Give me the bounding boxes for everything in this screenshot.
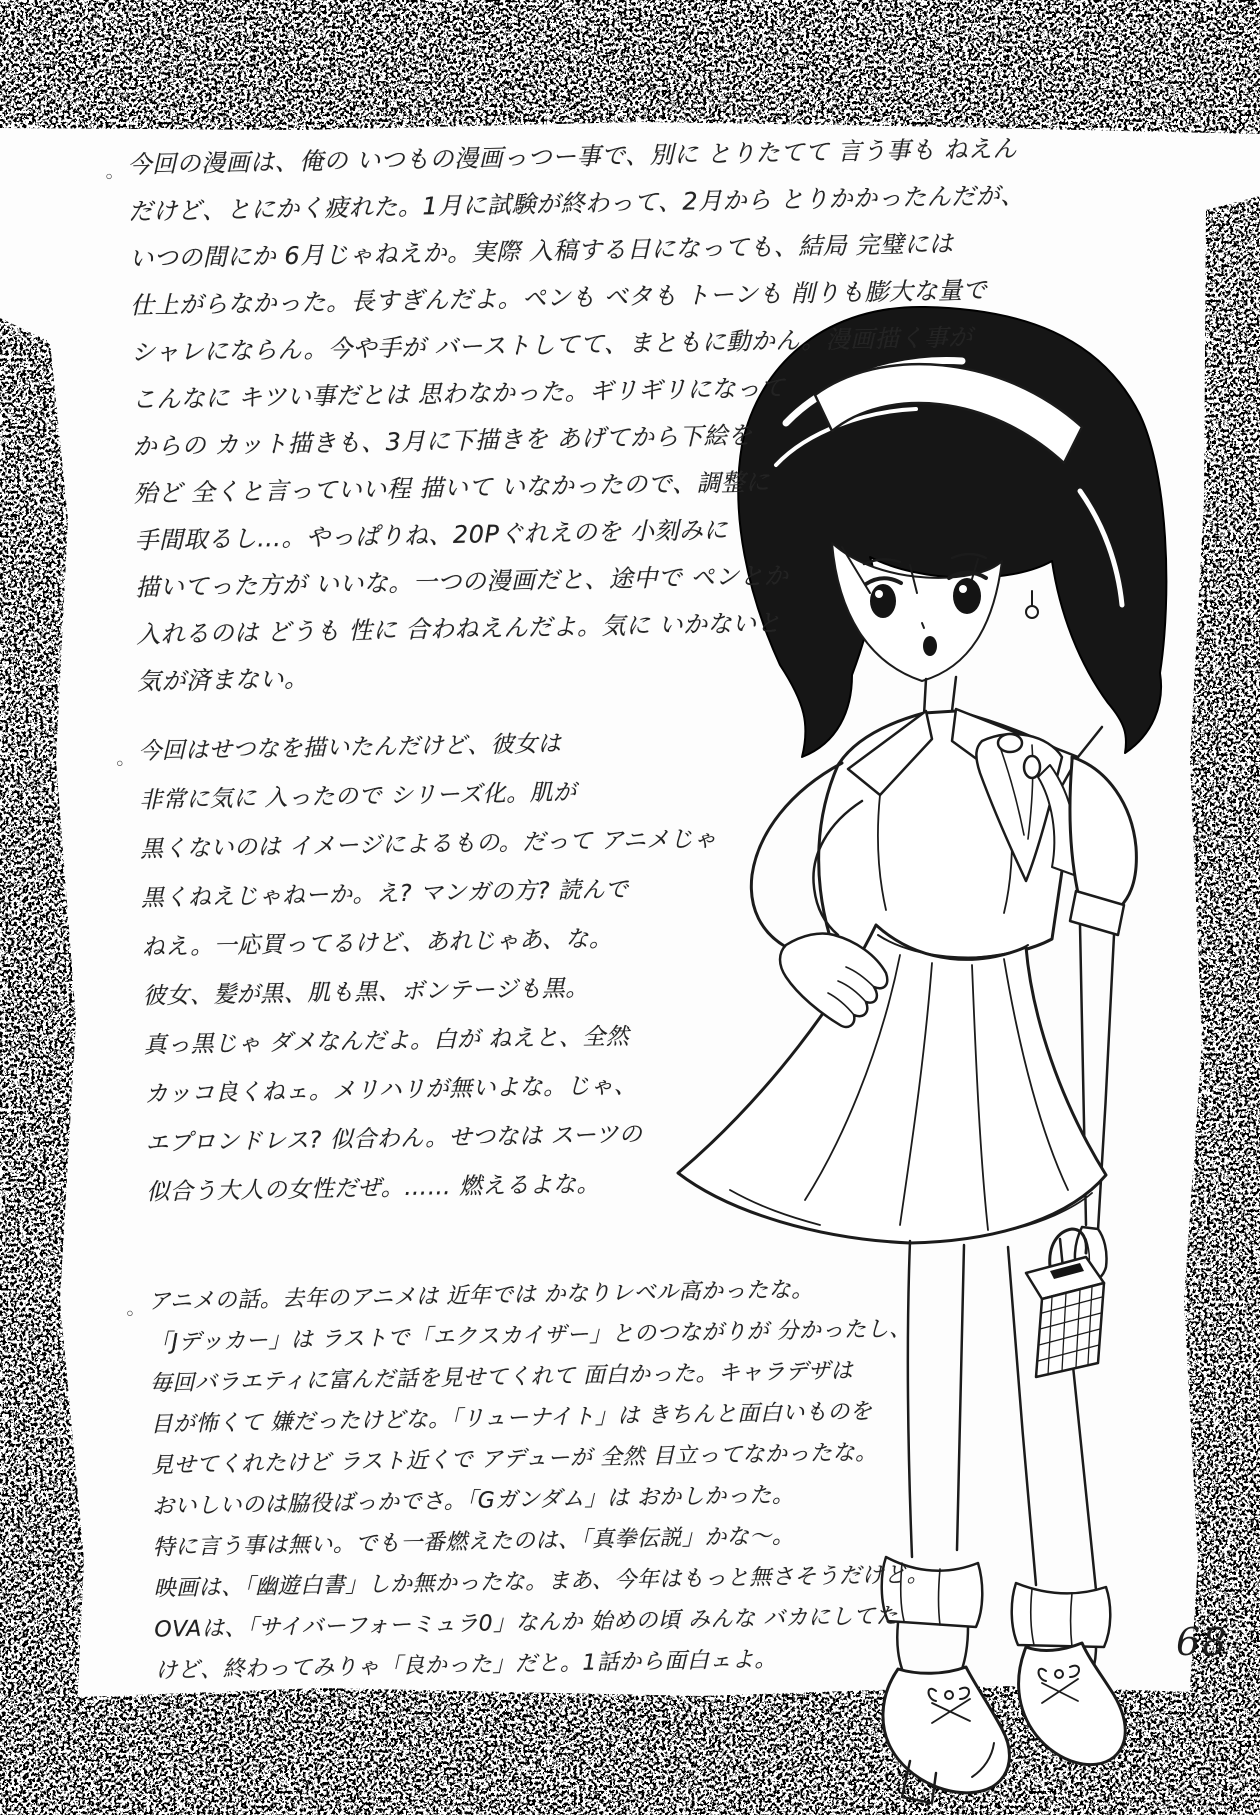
handwritten-line: けど、終わってみりゃ「良かった」だと。1話から面白ェよ。 <box>154 1647 778 1684</box>
handwritten-line: 特に言う事は無い。でも一番燃えたのは、「真拳伝説」かな～。 <box>152 1523 795 1561</box>
handwritten-line: シャレにならん。今や手が バーストしてて、まともに動かん。漫画描く事が <box>130 323 973 367</box>
handwritten-line: 殆ど 全くと言っていい程 描いて いなかったので、調整に <box>133 468 771 508</box>
handwritten-line: 入れるのは どうも 性に 合わねえんだよ。気に いかないと <box>135 608 782 649</box>
handwritten-line: 似合う大人の女性だぜ。…… 燃えるよな。 <box>146 1171 601 1206</box>
handwritten-line: 手間取るし…。やっぱりね、20Pぐれえのを 小刻みに <box>134 515 729 555</box>
paragraph-manga-progress <box>97 122 1197 706</box>
handwritten-line: 真っ黒じゃ ダメなんだよ。白が ねえと、全然 <box>143 1023 630 1059</box>
handwritten-line: 黒くないのは イメージによるもの。だって アニメじゃ <box>139 826 718 863</box>
handwritten-line: 目が怖くて 嫌だったけどな。「リューナイト」は きちんと面白いものを <box>150 1399 873 1438</box>
bullet-marker: ◦ <box>114 753 126 776</box>
handwritten-line: エプロンドレス? 似合わん。せつなは スーツの <box>145 1121 643 1157</box>
handwritten-line: カッコ良くねェ。メリハリが無いよな。じゃ、 <box>144 1072 638 1108</box>
left-shoe <box>883 1667 1009 1793</box>
handwritten-line: おいしいのは脇役ばっかでさ。「Gガンダム」は おかしかった。 <box>151 1482 795 1520</box>
handwritten-line: 彼女、髪が黒、肌も黒、ボンテージも黒。 <box>142 975 590 1010</box>
handwritten-line: 映画は、「幽遊白書」しか無かったな。まあ、今年はもっと無さそうだけど。 <box>153 1562 930 1602</box>
handwritten-line: 気が済まない。 <box>136 664 309 696</box>
handwritten-line: 今回はせつなを描いたんだけど、彼女は <box>138 730 562 765</box>
handwritten-line: 仕上がらなかった。長すぎんだよ。ペンも ベタも トーンも 削りも膨大な量で <box>129 276 988 320</box>
handwritten-line: 見せてくれたけど ラスト近くで アデューが 全然 目立ってなかったな。 <box>151 1440 878 1479</box>
handwritten-line: 「Jデッカー」は ラストで「エクスカイザー」とのつながりが 分かったし、 <box>148 1316 912 1356</box>
handwritten-line: アニメの話。去年のアニメは 近年では かなりレベル高かったな。 <box>148 1277 814 1315</box>
handwritten-line: だけど、とにかく疲れた。1月に試験が終わって、2月から とりかかったんだが、 <box>128 181 1025 226</box>
handwritten-commentary <box>97 108 1215 1692</box>
handwritten-line: いつの間にか 6月じゃねえか。実際 入稿する日になっても、結局 完璧には <box>129 229 954 273</box>
handwritten-line: 毎回バラエティに富んだ話を見せてくれて 面白かった。キャラデザは <box>149 1358 854 1397</box>
handwritten-line: 今回の漫画は、俺の いつもの漫画っつー事で、別に とりたてて 言う事も ねえん <box>127 134 1018 179</box>
handwritten-line: ねえ。一応買ってるけど、あれじゃあ、な。 <box>141 926 613 961</box>
bullet-marker: ◦ <box>103 167 115 189</box>
handwritten-line: OVAは、「サイバーフォーミュラ0」なんか 始めの頃 みんな バカにしてた <box>154 1603 899 1643</box>
border-left <box>0 318 84 1815</box>
handwritten-line: 黒くねえじゃねーか。え? マンガの方? 読んで <box>140 876 629 912</box>
page-number: 68 <box>1176 1620 1229 1664</box>
handwritten-line: からの カット描きも、3月に下描きを あげてから下絵を <box>132 421 753 461</box>
handwritten-line: 描いてった方が いいな。一つの漫画だと、途中で ペンとか <box>135 561 789 602</box>
bullet-marker: ◦ <box>124 1303 136 1326</box>
handwritten-line: こんなに キツい事だとは 思わなかった。ギリギリになって <box>131 373 786 414</box>
paragraph-setsuna <box>108 708 1207 1218</box>
handwritten-line: 非常に気に 入ったので シリーズ化。肌が <box>138 779 577 814</box>
paragraph-anime-talk <box>118 1262 1215 1692</box>
